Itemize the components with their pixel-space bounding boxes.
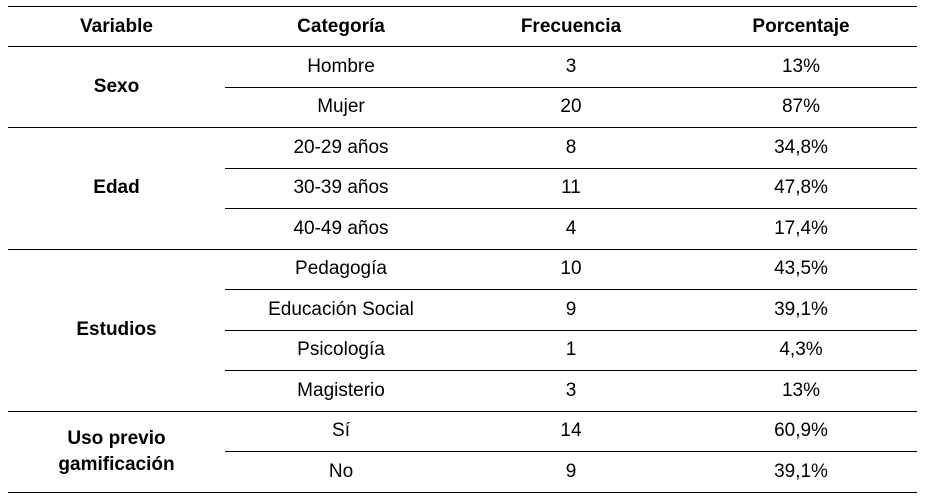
frecuencia-cell: 3 [457,371,685,412]
porcentaje-cell: 39,1% [685,452,917,493]
header-porcentaje: Porcentaje [685,7,917,47]
header-row [8,7,917,47]
frecuencia-cell: 9 [457,452,685,493]
frecuencia-cell: 14 [457,411,685,452]
table-row [8,128,917,169]
variable-cell-estudios: Estudios [8,249,225,411]
frecuencia-cell: 4 [457,209,685,250]
porcentaje-cell: 87% [685,87,917,128]
frecuencia-cell: 8 [457,128,685,169]
header-variable: Variable [8,7,225,47]
variable-cell-sexo: Sexo [8,47,225,128]
categoria-cell: Magisterio [225,371,457,412]
categoria-cell: Pedagogía [225,249,457,290]
categoria-cell: 30-39 años [225,168,457,209]
header-categoria: Categoría [225,7,457,47]
categoria-cell: No [225,452,457,493]
porcentaje-cell: 13% [685,47,917,88]
categoria-cell: Sí [225,411,457,452]
variable-label-line: gamificación [58,453,175,475]
table-row [8,411,917,452]
porcentaje-cell: 34,8% [685,128,917,169]
frecuencia-cell: 9 [457,290,685,331]
table-row [8,249,917,290]
frecuencia-cell: 3 [457,47,685,88]
frecuencia-cell: 20 [457,87,685,128]
porcentaje-cell: 60,9% [685,411,917,452]
categoria-cell: Educación Social [225,290,457,331]
porcentaje-cell: 43,5% [685,249,917,290]
categoria-cell: Hombre [225,47,457,88]
categoria-cell: Psicología [225,330,457,371]
frecuencia-cell: 10 [457,249,685,290]
categoria-cell: 20-29 años [225,128,457,169]
variable-label-line: Uso previo [67,427,166,449]
porcentaje-cell: 4,3% [685,330,917,371]
variable-cell-uso-previo [8,411,225,492]
demographics-table [8,6,917,493]
table-row [8,47,917,88]
frecuencia-cell: 11 [457,168,685,209]
variable-cell-edad: Edad [8,128,225,250]
porcentaje-cell: 39,1% [685,290,917,331]
porcentaje-cell: 13% [685,371,917,412]
porcentaje-cell: 17,4% [685,209,917,250]
header-frecuencia: Frecuencia [457,7,685,47]
categoria-cell: 40-49 años [225,209,457,250]
frecuencia-cell: 1 [457,330,685,371]
porcentaje-cell: 47,8% [685,168,917,209]
categoria-cell: Mujer [225,87,457,128]
